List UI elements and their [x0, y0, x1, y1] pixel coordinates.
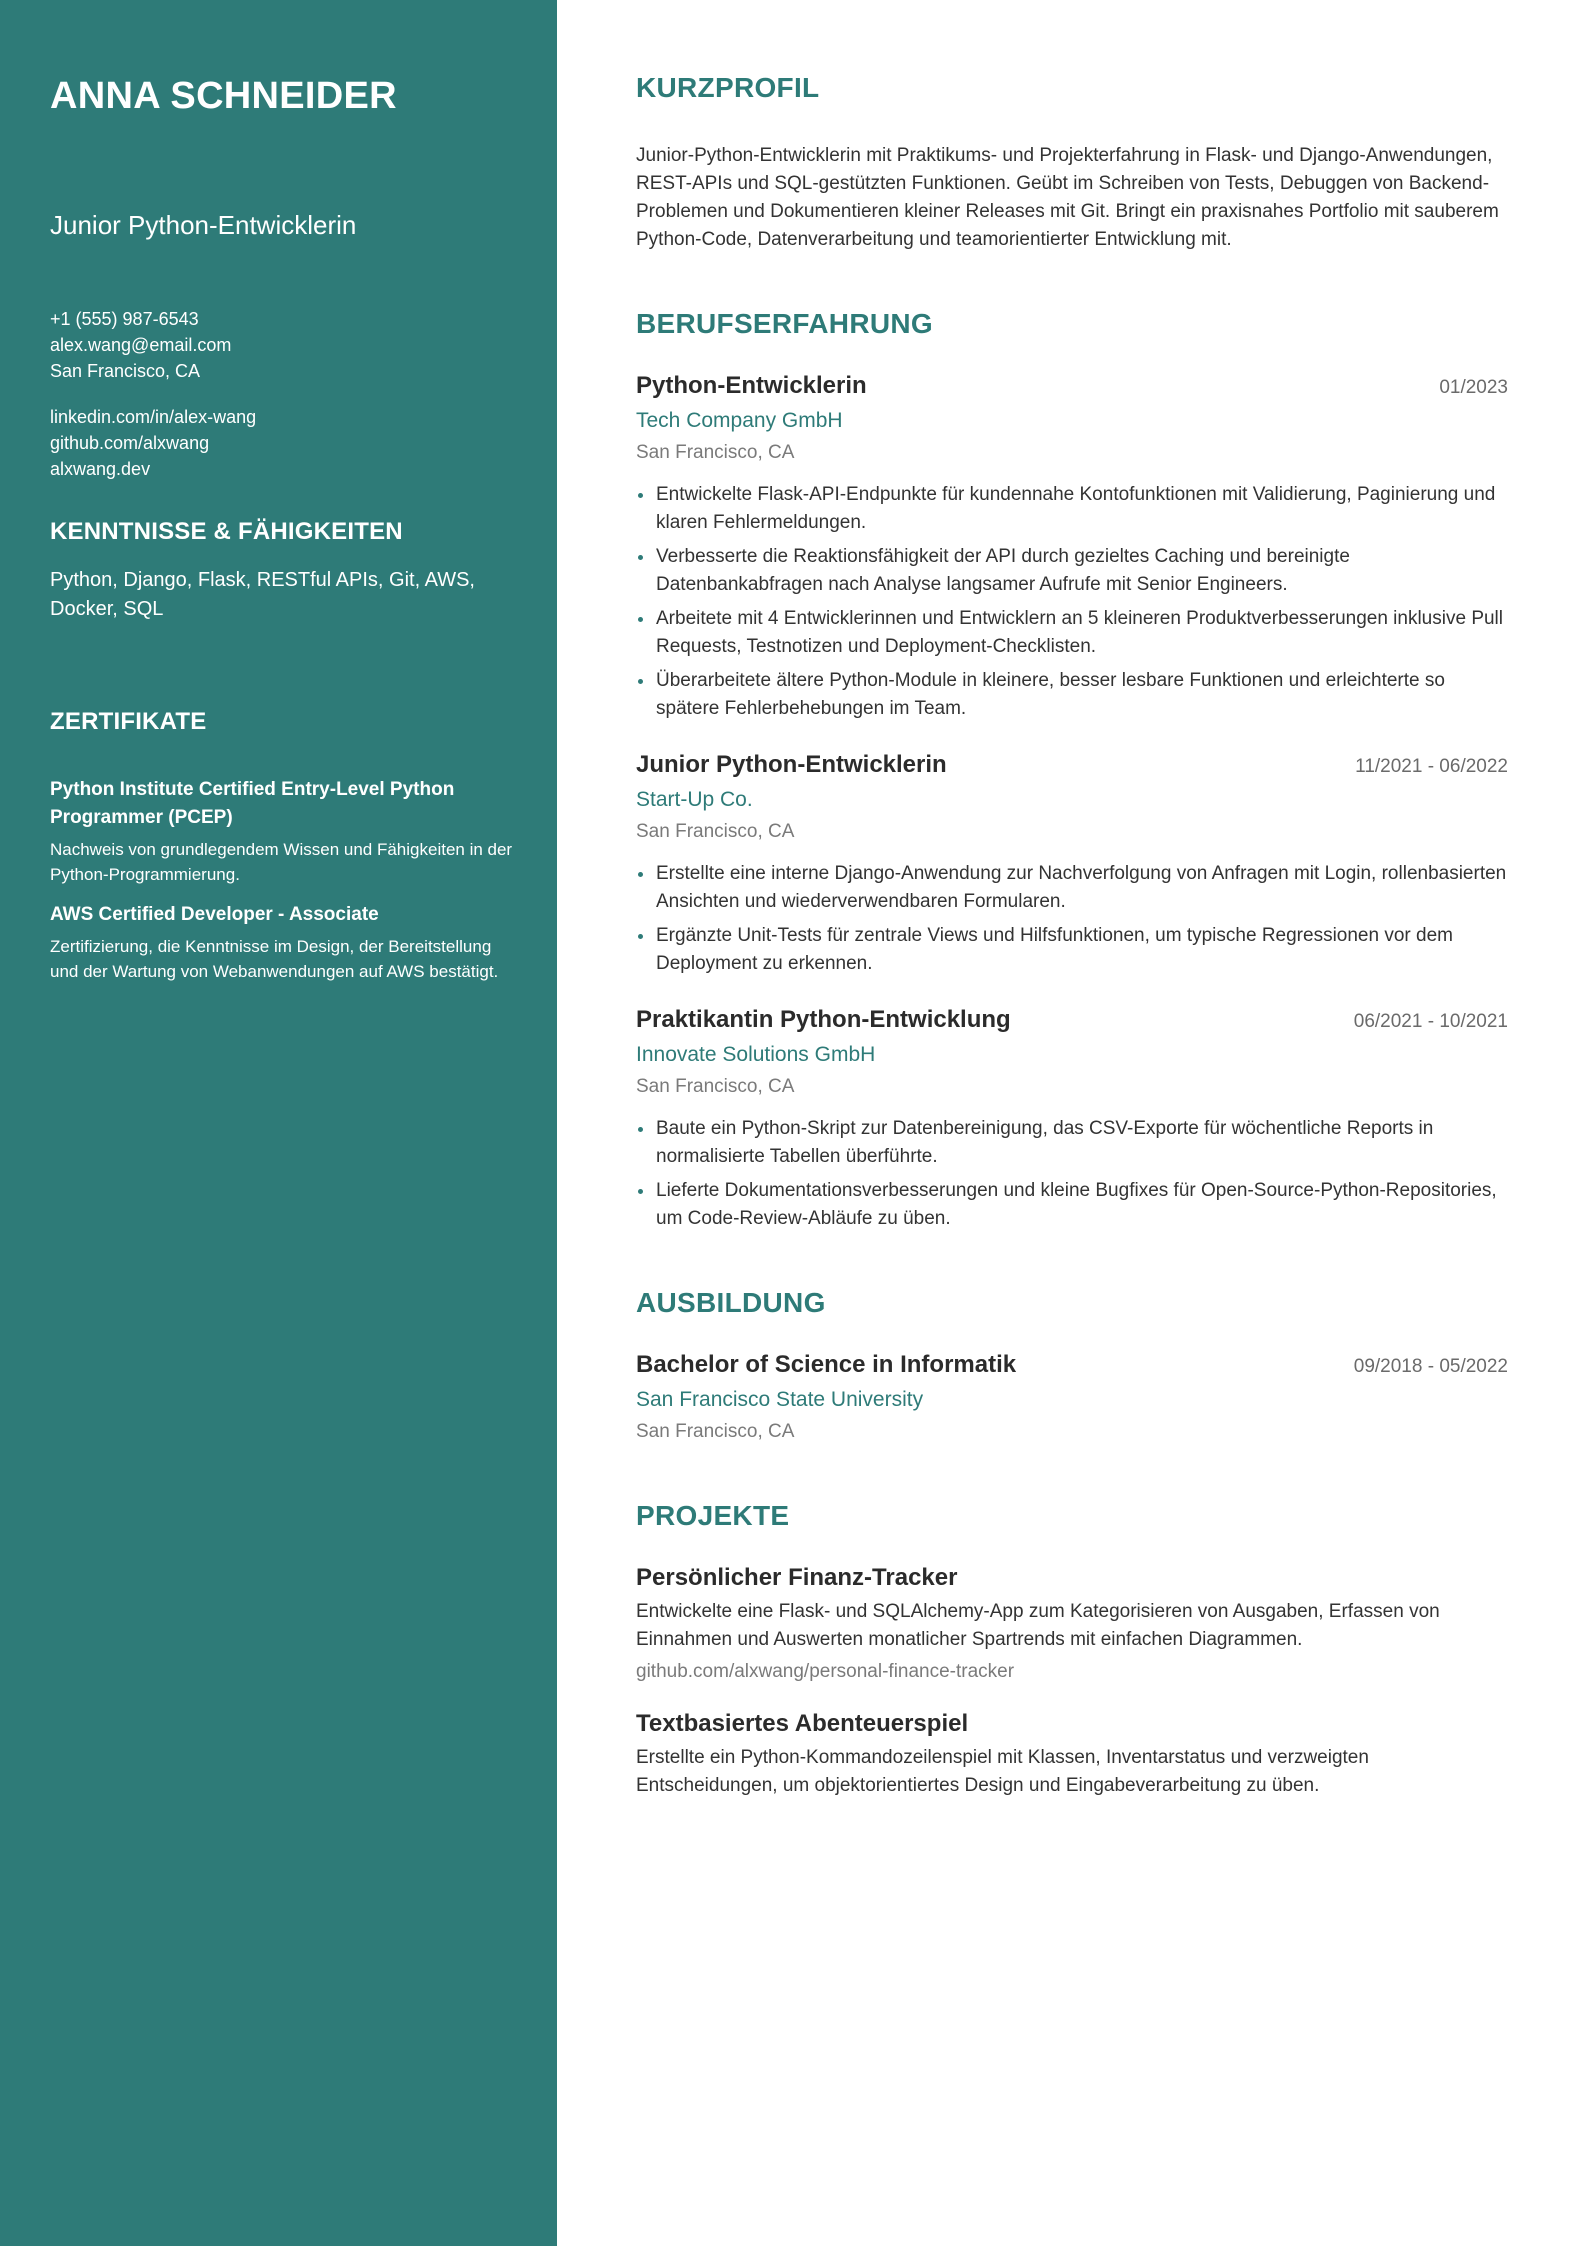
- location: San Francisco, CA: [50, 361, 201, 381]
- job-header: [636, 370, 1508, 402]
- education-header: [636, 1349, 1508, 1381]
- certificates-heading: ZERTIFIKATE: [50, 708, 207, 735]
- job-date: 06/2021 - 10/2021: [1353, 1011, 1508, 1032]
- projects-list: [636, 1562, 1508, 1800]
- certificate-item: [50, 776, 517, 887]
- main-content: [557, 0, 1588, 2246]
- profile-text: Junior-Python-Entwicklerin mit Praktikums- und Projekterfahrung in Flask- und Django-Anwendungen, REST-APIs und SQL-gestützten Funktionen. Geübt im Schreiben von Tests, Debuggen von Backend-Problemen und Dokumentieren kleiner Releases mit Git. Bringt ein praxisnahes Portfolio mit sauberem Python-Code, Datenverarbeitung und teamorientierter Entwicklung mit.: [636, 145, 1499, 250]
- bullet-dot-icon: [638, 555, 643, 560]
- bullet-item: [636, 481, 1508, 537]
- sidebar: [0, 0, 557, 2246]
- bullet-text: Lieferte Dokumentationsverbesserungen und kleine Bugfixes für Open-Source-Python-Repositories, um Code-Review-Abläufe zu üben.: [656, 1180, 1497, 1229]
- job-header: [636, 749, 1508, 781]
- bullet-text: Entwickelte Flask-API-Endpunkte für kundennahe Kontofunktionen mit Validierung, Paginierung und klaren Fehlermeldungen.: [656, 484, 1496, 533]
- experience-list: [636, 370, 1508, 1233]
- contact-basic: [50, 306, 517, 384]
- degree-title: Bachelor of Science in Informatik: [636, 1351, 1017, 1378]
- bullet-item: [636, 922, 1508, 978]
- job-title: Junior Python-Entwicklerin: [636, 751, 947, 778]
- certificate-item: [50, 901, 517, 984]
- company-name: Start-Up Co.: [636, 788, 753, 811]
- job-location: San Francisco, CA: [636, 442, 795, 463]
- email-link[interactable]: alex.wang@email.com: [50, 335, 232, 355]
- job-location: San Francisco, CA: [636, 821, 795, 842]
- bullet-text: Verbesserte die Reaktionsfähigkeit der API durch gezieltes Caching und bereinigte Datenbankabfragen nach Analyse langsamer Aufrufe mit Senior Engineers.: [656, 546, 1350, 595]
- bullet-dot-icon: [638, 934, 643, 939]
- bullet-dot-icon: [638, 1127, 643, 1132]
- job-bullets: [636, 1115, 1508, 1233]
- school-location: San Francisco, CA: [636, 1421, 795, 1442]
- certificates-list: [50, 776, 517, 984]
- candidate-role: Junior Python-Entwicklerin: [50, 210, 357, 240]
- certificate-desc: Nachweis von grundlegendem Wissen und Fähigkeiten in der Python-Programmierung.: [50, 840, 513, 884]
- website-link[interactable]: alxwang.dev: [50, 459, 151, 479]
- job-entry: [636, 749, 1508, 978]
- certificate-title: Python Institute Certified Entry-Level Python Programmer (PCEP): [50, 779, 455, 828]
- profile-heading: KURZPROFIL: [636, 72, 820, 103]
- contact-block: [50, 306, 517, 482]
- bullet-item: [636, 543, 1508, 599]
- bullet-item: [636, 667, 1508, 723]
- bullet-item: [636, 860, 1508, 916]
- job-header: [636, 1004, 1508, 1036]
- project-title: Textbasiertes Abenteuerspiel: [636, 1710, 969, 1737]
- bullet-text: Überarbeitete ältere Python-Module in kleinere, besser lesbare Funktionen und erleichterte so spätere Fehlerbehebungen im Team.: [656, 670, 1445, 719]
- bullet-text: Ergänzte Unit-Tests für zentrale Views und Hilfsfunktionen, um typische Regressionen vor dem Deployment zu erkennen.: [656, 925, 1453, 974]
- job-date: 01/2023: [1439, 377, 1508, 398]
- experience-heading: BERUFSERFAHRUNG: [636, 308, 933, 339]
- job-bullets: [636, 481, 1508, 723]
- skills-heading: KENNTNISSE & FÄHIGKEITEN: [50, 518, 403, 545]
- phone: +1 (555) 987-6543: [50, 309, 199, 329]
- job-location: San Francisco, CA: [636, 1076, 795, 1097]
- education-heading: AUSBILDUNG: [636, 1287, 826, 1318]
- project-desc: Erstellte ein Python-Kommandozeilenspiel mit Klassen, Inventarstatus und verzweigten Entscheidungen, um objektorientiertes Design und Eingabeverarbeitung zu üben.: [636, 1747, 1369, 1796]
- school-name: San Francisco State University: [636, 1388, 924, 1411]
- bullet-text: Baute ein Python-Skript zur Datenbereinigung, das CSV-Exporte für wöchentliche Reports in normalisierte Tabellen überführte.: [656, 1118, 1434, 1167]
- company-name: Tech Company GmbH: [636, 409, 843, 432]
- skills-list: Python, Django, Flask, RESTful APIs, Git, AWS, Docker, SQL: [50, 569, 475, 620]
- profile-section: [636, 70, 1508, 254]
- project-entry: [636, 1562, 1508, 1686]
- job-title: Python-Entwicklerin: [636, 372, 867, 399]
- bullet-dot-icon: [638, 493, 643, 498]
- candidate-name: ANNA SCHNEIDER: [50, 75, 397, 117]
- bullet-dot-icon: [638, 872, 643, 877]
- bullet-item: [636, 1177, 1508, 1233]
- experience-section: [636, 306, 1508, 1233]
- certificate-desc: Zertifizierung, die Kenntnisse im Design, der Bereitstellung und der Wartung von Webanwendungen auf AWS bestätigt.: [50, 937, 499, 981]
- job-title: Praktikantin Python-Entwicklung: [636, 1006, 1011, 1033]
- job-bullets: [636, 860, 1508, 978]
- job-entry: [636, 1004, 1508, 1233]
- education-date: 09/2018 - 05/2022: [1353, 1356, 1508, 1377]
- bullet-text: Arbeitete mit 4 Entwicklerinnen und Entwicklern an 5 kleineren Produktverbesserungen inklusive Pull Requests, Testnotizen und Deployment-Checklisten.: [656, 608, 1504, 657]
- bullet-item: [636, 605, 1508, 661]
- contact-links: [50, 404, 517, 482]
- job-entry: [636, 370, 1508, 723]
- education-section: [636, 1285, 1508, 1446]
- projects-section: [636, 1498, 1508, 1800]
- education-entry: [636, 1349, 1508, 1446]
- project-link[interactable]: github.com/alxwang/personal-finance-tracker: [636, 1661, 1015, 1682]
- company-name: Innovate Solutions GmbH: [636, 1043, 876, 1066]
- bullet-dot-icon: [638, 617, 643, 622]
- project-entry: [636, 1708, 1508, 1800]
- linkedin-link[interactable]: linkedin.com/in/alex-wang: [50, 407, 257, 427]
- bullet-dot-icon: [638, 679, 643, 684]
- github-link[interactable]: github.com/alxwang: [50, 433, 210, 453]
- bullet-item: [636, 1115, 1508, 1171]
- education-list: [636, 1349, 1508, 1446]
- project-title: Persönlicher Finanz-Tracker: [636, 1564, 958, 1591]
- projects-heading: PROJEKTE: [636, 1500, 790, 1531]
- bullet-text: Erstellte eine interne Django-Anwendung zur Nachverfolgung von Anfragen mit Login, rollenbasierten Ansichten und wiederverwendbaren Formularen.: [656, 863, 1507, 912]
- project-desc: Entwickelte eine Flask- und SQLAlchemy-App zum Kategorisieren von Ausgaben, Erfassen von Einnahmen und Auswerten monatlicher Spartrends mit einfachen Diagrammen.: [636, 1601, 1440, 1650]
- certificate-title: AWS Certified Developer - Associate: [50, 904, 379, 925]
- bullet-dot-icon: [638, 1189, 643, 1194]
- job-date: 11/2021 - 06/2022: [1355, 756, 1508, 777]
